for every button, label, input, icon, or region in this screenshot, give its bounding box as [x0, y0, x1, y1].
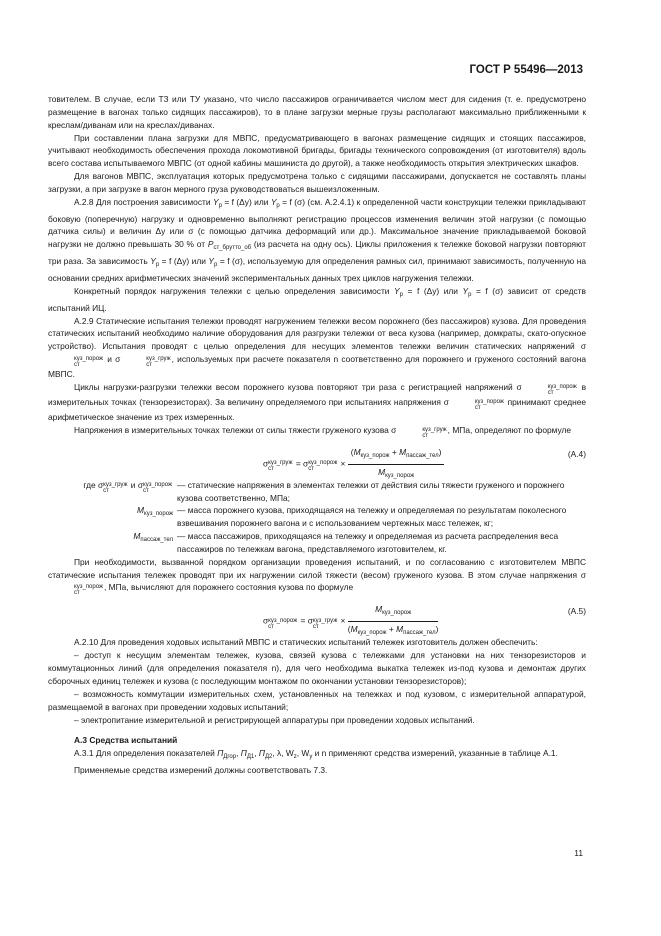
paragraph: Для вагонов МВПС, эксплуатация которых предусмотрена только с сидящими пассажирами, допускается не составлять планы загрузки, а при загрузке в вагон мерного груза руководствоваться вышеизложенным.: [48, 171, 586, 194]
formula-a4: σ куз_груж ст = σ куз_порож ст × $\frac{(M_{куз\_порож} + M_{пассаж\_тел})}{M_{куз\_порож}}$ (А.4): [263, 446, 586, 479]
section-heading: А.3 Средства испытаний: [74, 735, 178, 746]
paragraph-a-2-10: А.2.10 Для проведения ходовых испытаний МВПС и статических испытаний тележек изготовитель должен обеспечить:: [74, 637, 538, 648]
list-item: – доступ к несущим элементам тележек, кузова, связей кузова с тележками для установки на них тензорезисторов и коммутационных линий (для определения показателя n), для чего необходима выкатка тележек из-под кузова и демонтаж других сборочных единиц тележек и кузова (с последующим монтажом по окончании установки тензорезисторов);: [48, 650, 586, 686]
paragraph: Напряжения в измерительных точках тележки от силы тяжести груженого кузова σ куз_груж ст , МПа, определяют по формуле: [74, 424, 572, 439]
paragraph-a-2-9: А.2.9 Статические испытания тележки проводят нагружением тележки весом порожнего (без пассажиров) кузова. Для проведения статических испытаний необходимо наличие оборудования для разгрузки тележки от веса кузова (например, домкраты, скато-опускное устройство). Испытания проводят с целью определения для несущих элементов тележки величин статических напряжений σ куз_порож ст и σ куз_груж ст , используемых при расчете показателя n соответственно для порожнего и груженого состояний вагона МВПС.: [48, 315, 587, 380]
formula-number: (А.4): [567, 448, 586, 459]
paragraph: При составлении плана загрузки для МВПС, предусматривающего в вагонах размещение сидящих и стоящих пассажиров, учитывают необходимость обеспечения прохода локомотивной бригады, бригады технического сопровождения (от изготовителя) вдоль всего состава испытываемого МВПС (от одной кабины машиниста до другой), а также необходимость открытия электрических шкафов.: [48, 132, 586, 169]
paragraph: товителем. В случае, если ТЗ или ТУ указано, что число пассажиров ограничивается числом мест для сидения (т. е. предусмотрено размещение в вагонах только сидящих пассажиров), то в плане загрузки мерные грузы располагают максимально приближенными к креслам/диванам или на креслах/диванах.: [48, 94, 586, 130]
page-number: 11: [574, 848, 583, 858]
paragraph: При необходимости, вызванной порядком организации проведения испытаний, и по согласованию с изготовителем МВПС статические испытания тележек проводят при их нагружении силой тяжести (весом) груженого кузова. В этом случае напряжения σ куз_порож ст , МПа, вычисляют для порожнего состояния кузова по формуле: [48, 556, 587, 597]
paragraph: Конкретный порядок нагружения тележки с целью определения зависимости $Y_р = f$ (Δy) или $Y_р = f$ (σ) зависит от средств испытаний ИЦ.: [48, 285, 586, 313]
list-item: – электропитание измерительной и регистрирующей аппаратуры при проведении ходовых испытаний.: [74, 714, 475, 725]
document-body: [48, 93, 586, 777]
paragraph-a-3-1: А.3.1 Для определения показателей $П_{Дгор}$, $П_{Д1}$, $П_{Д2}$, λ, $W_z$, $W_y$ и n применяют средства измерений, указанные в таблице А.1.: [74, 748, 558, 761]
definition-row: где σ куз_груж ст и σ куз_порож ст — статические напряжения в элементах тележки от действия силы тяжести груженого и порожнего кузова соответственно, МПа;: [83, 479, 565, 503]
document-header: ГОСТ Р 55496—2013: [469, 64, 583, 76]
list-item: – возможность коммутации измерительных схем, установленных на тележках и под кузовом, с измерительной аппаратурой, размещаемой в вагонах при проведении ходовых испытаний;: [48, 688, 586, 712]
formula-number: (А.5): [567, 606, 586, 617]
formula-a5: σ куз_порож ст = σ куз_груж ст × $\frac{M_{куз\_порож}}{(M_{куз\_порож} + M_{пассаж\_тел})}$ (А.5): [263, 604, 586, 637]
paragraph: Применяемые средства измерений должны соответствовать 7.3.: [74, 765, 328, 776]
definition-row: $M_{пассаж\_тел}$ — масса пассажиров, приходящаяся на тележку и определяемая из расчета распределения веса пассажиров по тележкам вагона, представляемого изготовителем, кг.: [133, 531, 559, 554]
paragraph-a-2-8: А.2.8 Для построения зависимости $Y_р = f$ (Δy) или $Y_р = f$ (σ) (см. А.2.4.1) к определенной части конструкции тележки прикладывают боковую (поперечную) нагрузку и одновременно выполняют регистрацию процессов изменения величин этой нагрузки (с помощью датчика силы) и величин Δy или σ (с помощью датчика деформаций или др.). Максимальное значение прикладываемой боковой нагрузки не должно превышать 30 % от $P_{ст\_брутто\_об}$ (из расчета на одну ось). Циклы приложения к тележке боковой нагрузки повторяют три раза. За зависимость $Y_р = f$ (Δy) или $Y_р = f$ (σ), используемую для определения рамных сил, принимают зависимость, полученную на основании средних арифметических значений экспериментальных данных трех циклов нагружения тележки.: [48, 196, 587, 283]
definition-row: $M_{куз\_порож}$ — масса порожнего кузова, приходящаяся на тележку и определяемая по результатам поколесного взвешивания порожнего вагона и с использованием чертежных масс тележек, кг;: [137, 505, 567, 529]
paragraph: Циклы нагрузки-разгрузки тележки весом порожнего кузова повторяют три раза с регистрацией напряжений σ куз_порож ст в измерительных точках (тензорезисторах). За величину определяемого при испытаниях напряжения σ куз_порож ст принимают среднее арифметическое значение из трех измеренных.: [48, 381, 587, 422]
